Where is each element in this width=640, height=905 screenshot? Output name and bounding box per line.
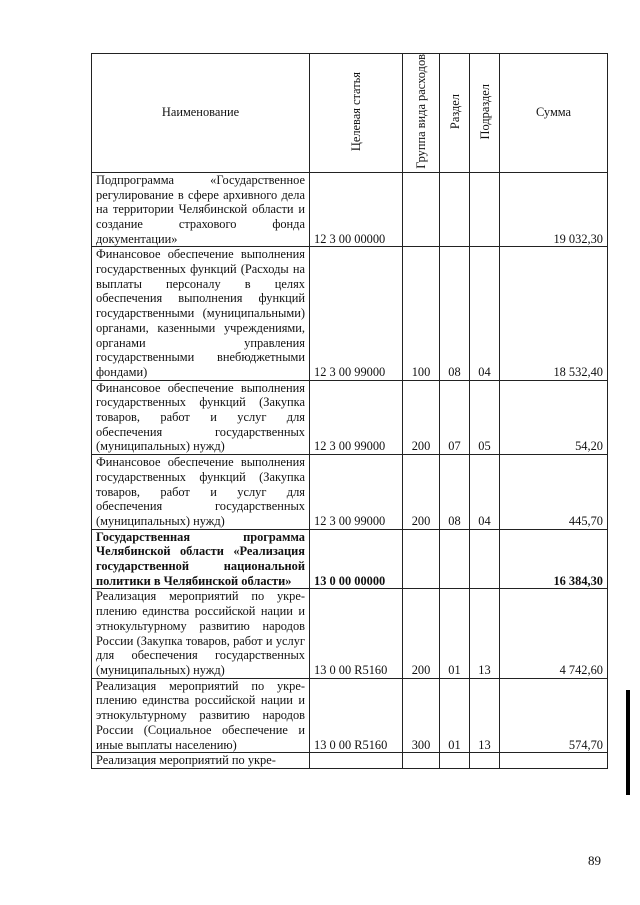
- row-name: Реализация мероприятий по укреплению единства российской нации и этнокультурному развитию народов России (Закупка товаров, работ и услуг для обеспечения государственных (муниципальных) нужд): [92, 589, 310, 678]
- row-name: Финансовое обеспечение выполнения государственных функций (Закупка товаров, работ и услуг для обеспечения государственных (муниципальных) нужд): [92, 455, 310, 530]
- header-target: Целевая статья: [310, 54, 403, 173]
- row-subsection: 04: [470, 247, 500, 380]
- row-expense-group: 300: [403, 678, 440, 753]
- row-section: [440, 172, 470, 247]
- row-amount: 4 742,60: [500, 589, 608, 678]
- row-name: Подпрограмма «Государственное регулирование в сфере архивного дела на территории Челябинской области и создание страхового фонда документации»: [92, 172, 310, 247]
- table-row: [92, 589, 608, 678]
- row-expense-group: 200: [403, 589, 440, 678]
- table-row: [92, 380, 608, 455]
- budget-table: [91, 53, 608, 769]
- row-subsection: [470, 529, 500, 589]
- row-target-code: 13 0 00 R5160: [310, 589, 403, 678]
- row-subsection: [470, 172, 500, 247]
- row-amount: 16 384,30: [500, 529, 608, 589]
- row-target-code: 13 0 00 R5160: [310, 678, 403, 753]
- row-amount: [500, 753, 608, 769]
- row-expense-group: [403, 172, 440, 247]
- row-subsection: 13: [470, 678, 500, 753]
- table-row: [92, 172, 608, 247]
- row-name: Финансовое обеспечение выполнения государственных функций (Расходы на выплаты персоналу в целях обеспечения выполнения функций государственными (муниципальными) органами, казенными учреждениями, органами управления государственными внебюджетными фондами): [92, 247, 310, 380]
- page-number: 89: [588, 853, 601, 868]
- row-amount: 574,70: [500, 678, 608, 753]
- row-target-code: 13 0 00 00000: [310, 529, 403, 589]
- table-row: [92, 247, 608, 380]
- row-section: 08: [440, 455, 470, 530]
- header-section: Раздел: [440, 54, 470, 173]
- row-amount: 18 532,40: [500, 247, 608, 380]
- row-expense-group: [403, 753, 440, 769]
- row-target-code: [310, 753, 403, 769]
- row-amount: 54,20: [500, 380, 608, 455]
- row-name: Финансовое обеспечение выполнения государственных функций (Закупка товаров, работ и услуг для обеспечения государственных (муниципальных) нужд): [92, 380, 310, 455]
- row-expense-group: 100: [403, 247, 440, 380]
- row-target-code: 12 3 00 99000: [310, 455, 403, 530]
- row-target-code: 12 3 00 99000: [310, 247, 403, 380]
- row-subsection: 13: [470, 589, 500, 678]
- table-header-row: [92, 54, 608, 173]
- row-section: 01: [440, 678, 470, 753]
- scan-edge-mark: [626, 690, 630, 795]
- table-row: [92, 455, 608, 530]
- table-body: [92, 172, 608, 768]
- row-amount: 19 032,30: [500, 172, 608, 247]
- row-subsection: 04: [470, 455, 500, 530]
- row-name: Реализация мероприятий по укре-: [92, 753, 310, 769]
- row-subsection: [470, 753, 500, 769]
- row-section: [440, 753, 470, 769]
- row-target-code: 12 3 00 99000: [310, 380, 403, 455]
- header-name: Наименование: [92, 54, 310, 173]
- header-subsection: Подраздел: [470, 54, 500, 173]
- table-row: [92, 678, 608, 753]
- row-expense-group: 200: [403, 455, 440, 530]
- header-expense-group: Группа вида расходов: [403, 54, 440, 173]
- row-section: [440, 529, 470, 589]
- header-amount: Сумма: [500, 54, 608, 173]
- row-target-code: 12 3 00 00000: [310, 172, 403, 247]
- table-row: [92, 529, 608, 589]
- table-row: [92, 753, 608, 769]
- row-name: Реализация мероприятий по укреплению единства российской нации и этнокультурному развитию народов России (Социальное обеспечение и иные выплаты населению): [92, 678, 310, 753]
- row-expense-group: [403, 529, 440, 589]
- row-expense-group: 200: [403, 380, 440, 455]
- row-subsection: 05: [470, 380, 500, 455]
- row-name: Государственная программа Челябинской области «Реализация государственной национальной политики в Челябинской области»: [92, 529, 310, 589]
- row-amount: 445,70: [500, 455, 608, 530]
- row-section: 01: [440, 589, 470, 678]
- row-section: 08: [440, 247, 470, 380]
- row-section: 07: [440, 380, 470, 455]
